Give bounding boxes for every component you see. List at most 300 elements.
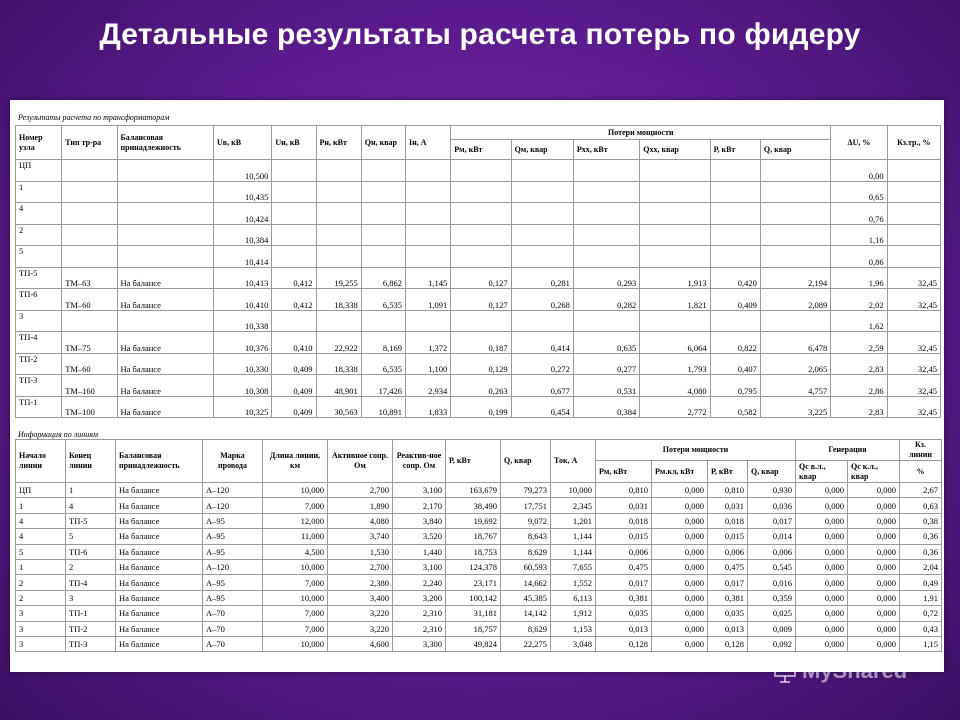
table-cell: 0,000 (796, 483, 848, 498)
table-cell: ТП-6 (16, 289, 62, 311)
table-cell: 10,435 (214, 181, 272, 203)
table-cell: 0,412 (272, 289, 316, 311)
presentation-board-icon (772, 659, 798, 685)
table-cell: 79,273 (501, 483, 551, 498)
header-line-pkl: Рм.кл, кВт (652, 461, 708, 483)
table-cell (573, 310, 639, 332)
table-cell: 38,490 (446, 498, 501, 513)
table-cell: 2,83 (831, 396, 887, 418)
table-cell: На балансе (116, 621, 203, 636)
table-cell: 0,015 (596, 529, 652, 544)
table-row (16, 353, 941, 375)
table-cell: 0,000 (848, 621, 900, 636)
header-delta-u: ΔU, % (831, 126, 887, 160)
table-cell: 0,018 (596, 513, 652, 528)
table-cell: 0,000 (652, 606, 708, 621)
table-cell: 2 (66, 559, 116, 574)
table-cell: 0,000 (848, 544, 900, 559)
table-cell: 0,199 (451, 396, 511, 418)
table-cell: 2 (16, 224, 62, 246)
table-cell: 0,635 (573, 332, 639, 354)
table-cell (406, 160, 451, 182)
table-cell: 22,922 (316, 332, 361, 354)
table-cell: 7,000 (263, 621, 328, 636)
table-cell: 1,144 (551, 544, 596, 559)
table-cell: 31,181 (446, 606, 501, 621)
table-cell (760, 203, 830, 225)
table-cell: А–95 (203, 544, 263, 559)
header-ub: Uв, кВ (214, 126, 272, 160)
table-cell: 0,531 (573, 375, 639, 397)
table-cell: 0,414 (511, 332, 573, 354)
header-line-pm: Рм, кВт (596, 461, 652, 483)
table-cell: 14,142 (501, 606, 551, 621)
table-cell (361, 246, 405, 268)
table-cell (710, 203, 760, 225)
table-cell: 3 (16, 310, 62, 332)
table-cell: 10,376 (214, 332, 272, 354)
header-line-q: Q, квар (501, 440, 551, 483)
table-cell (511, 203, 573, 225)
table-cell: ТП-2 (16, 353, 62, 375)
table-cell: А–95 (203, 529, 263, 544)
table-cell: 1,793 (640, 353, 710, 375)
table-cell: 3 (66, 590, 116, 605)
header-p: Р, кВт (710, 140, 760, 160)
table-cell (760, 160, 830, 182)
table-cell: 10,000 (263, 559, 328, 574)
table-cell: 1 (16, 498, 66, 513)
table-cell (451, 310, 511, 332)
table-cell: 6,113 (551, 590, 596, 605)
table-cell: 0,409 (272, 353, 316, 375)
table-row (16, 396, 941, 418)
table-cell: А–70 (203, 621, 263, 636)
table-cell (760, 310, 830, 332)
table-cell (640, 203, 710, 225)
table-cell: 0,277 (573, 353, 639, 375)
table-cell: ТП-5 (66, 513, 116, 528)
table-cell (451, 160, 511, 182)
table-cell: 2,310 (393, 606, 446, 621)
table-cell (406, 224, 451, 246)
table-cell: 3,740 (328, 529, 393, 544)
table-cell (710, 246, 760, 268)
table-cell: 0,014 (748, 529, 796, 544)
header-line-length: Длина линии, км (263, 440, 328, 483)
table-cell: 0,000 (652, 498, 708, 513)
table-cell: 0,000 (796, 590, 848, 605)
table-cell (117, 310, 214, 332)
table-cell: На балансе (117, 353, 214, 375)
table-cell: 0,63 (900, 498, 942, 513)
table-cell: 0,127 (451, 267, 511, 289)
table-cell: 1,372 (406, 332, 451, 354)
header-pm: Рм, кВт (451, 140, 511, 160)
table-cell: 0,000 (652, 559, 708, 574)
table-cell: 18,338 (316, 353, 361, 375)
table-cell: 32,45 (887, 375, 940, 397)
table-cell: 0,128 (596, 636, 652, 651)
table-cell (62, 246, 117, 268)
table-cell: На балансе (116, 606, 203, 621)
table-cell: 7,655 (551, 559, 596, 574)
table-cell: 0,000 (848, 606, 900, 621)
table-row (16, 544, 942, 559)
table-cell: На балансе (117, 289, 214, 311)
table-cell: 0,36 (900, 529, 942, 544)
table-cell: 3,100 (393, 559, 446, 574)
table-row (16, 289, 941, 311)
table-cell: 0,013 (708, 621, 748, 636)
table-cell: 18,757 (446, 621, 501, 636)
table-cell: 1 (16, 181, 62, 203)
table-cell (573, 160, 639, 182)
table-cell: 11,000 (263, 529, 328, 544)
header-balance: Балансовая принадлежность (117, 126, 214, 160)
table-cell: 4,757 (760, 375, 830, 397)
table-row (16, 246, 941, 268)
table-cell: 0,127 (451, 289, 511, 311)
table-cell: 0,000 (652, 636, 708, 651)
header-pn: Рн, кВт (316, 126, 361, 160)
table-row (16, 636, 942, 651)
table-cell: На балансе (117, 267, 214, 289)
table-cell: 0,187 (451, 332, 511, 354)
table-cell: 32,45 (887, 267, 940, 289)
table-cell: 0,035 (708, 606, 748, 621)
table-cell: На балансе (116, 544, 203, 559)
header-pxx: Рхх, кВт (573, 140, 639, 160)
table-cell: ТП-5 (16, 267, 62, 289)
table-cell: 7,000 (263, 575, 328, 590)
table-cell: 18,767 (446, 529, 501, 544)
table-cell: 0,000 (652, 483, 708, 498)
table-cell: 1,144 (551, 529, 596, 544)
table-cell: 0,272 (511, 353, 573, 375)
table-cell: 100,142 (446, 590, 501, 605)
line-info-table (15, 439, 942, 652)
table-cell: 0,409 (272, 396, 316, 418)
table-cell: ТП-3 (66, 636, 116, 651)
table-cell: 0,930 (748, 483, 796, 498)
table-cell: 10,424 (214, 203, 272, 225)
table-cell: 0,409 (272, 375, 316, 397)
table-cell: 5 (16, 544, 66, 559)
table-cell: ТП-4 (66, 575, 116, 590)
table-cell (316, 160, 361, 182)
table-cell: 3 (16, 621, 66, 636)
table-row (16, 498, 942, 513)
table-cell: А–70 (203, 606, 263, 621)
transformer-results-caption: Результаты расчета по трансформаторам (18, 113, 170, 122)
table-cell (272, 160, 316, 182)
table-cell: 0,000 (652, 513, 708, 528)
table-cell: 1,201 (551, 513, 596, 528)
table-cell: 0,268 (511, 289, 573, 311)
table-cell: 0,420 (710, 267, 760, 289)
table-cell: 0,677 (511, 375, 573, 397)
table-cell: На балансе (116, 498, 203, 513)
header-active-resistance: Активное сопр. Ом (328, 440, 393, 483)
table-cell: 0,810 (708, 483, 748, 498)
transformer-results-body (16, 160, 941, 418)
table-cell (361, 203, 405, 225)
table-cell (361, 160, 405, 182)
header-reactive-resistance: Реактив-ное сопр. Ом (393, 440, 446, 483)
header-q: Q, квар (760, 140, 830, 160)
table-cell: На балансе (116, 590, 203, 605)
table-cell: 1,440 (393, 544, 446, 559)
header-generation: Генерация (796, 440, 900, 461)
table-row (16, 513, 942, 528)
table-cell: ТП-3 (16, 375, 62, 397)
table-cell: 9,072 (501, 513, 551, 528)
table-row (16, 575, 942, 590)
table-cell: ТП-1 (16, 396, 62, 418)
table-cell: 10,413 (214, 267, 272, 289)
table-cell: 3,840 (393, 513, 446, 528)
table-cell: 8,629 (501, 544, 551, 559)
table-cell: ТМ–160 (62, 375, 117, 397)
table-cell (406, 246, 451, 268)
table-cell: 1 (66, 483, 116, 498)
table-cell: 0,410 (272, 332, 316, 354)
table-cell: На балансе (117, 332, 214, 354)
table-cell: 0,000 (848, 513, 900, 528)
table-row (16, 332, 941, 354)
table-cell: 1,145 (406, 267, 451, 289)
table-cell: ТМ–75 (62, 332, 117, 354)
table-cell: 7,000 (263, 606, 328, 621)
table-cell (316, 246, 361, 268)
table-cell: 0,282 (573, 289, 639, 311)
header-qxx: Qхх, квар (640, 140, 710, 160)
table-cell: 0,475 (708, 559, 748, 574)
table-row (16, 310, 941, 332)
table-cell: 10,338 (214, 310, 272, 332)
header-node: Номер узла (16, 126, 62, 160)
table-cell: 48,901 (316, 375, 361, 397)
table-cell: 4 (66, 498, 116, 513)
table-cell: 2,86 (831, 375, 887, 397)
table-cell (887, 203, 940, 225)
table-cell (640, 181, 710, 203)
table-cell: 2,380 (328, 575, 393, 590)
table-cell (887, 181, 940, 203)
table-cell: 0,36 (900, 544, 942, 559)
table-cell: 0,000 (652, 621, 708, 636)
table-row (16, 621, 942, 636)
table-cell: 2,772 (640, 396, 710, 418)
table-cell: 0,036 (748, 498, 796, 513)
header-un: Uн, кВ (272, 126, 316, 160)
table-cell: 0,016 (748, 575, 796, 590)
table-cell: На балансе (117, 396, 214, 418)
table-cell (710, 310, 760, 332)
table-cell: 1 (16, 559, 66, 574)
header-line-p: Р, кВт (446, 440, 501, 483)
table-cell: 0,000 (652, 529, 708, 544)
table-cell: 60,593 (501, 559, 551, 574)
watermark-text: MyShared (802, 658, 908, 683)
table-cell: 8,629 (501, 621, 551, 636)
table-cell: 19,692 (446, 513, 501, 528)
table-cell: ТМ–100 (62, 396, 117, 418)
table-cell: 2,83 (831, 353, 887, 375)
table-cell: 1,16 (831, 224, 887, 246)
table-cell: 0,006 (708, 544, 748, 559)
table-cell: 1,15 (900, 636, 942, 651)
table-cell: На балансе (116, 483, 203, 498)
table-row (16, 529, 942, 544)
line-info-body (16, 483, 942, 652)
table-cell: 0,810 (596, 483, 652, 498)
table-row (16, 375, 941, 397)
table-cell: 10,308 (214, 375, 272, 397)
table-cell: 49,824 (446, 636, 501, 651)
table-cell: 18,338 (316, 289, 361, 311)
watermark (772, 658, 952, 698)
table-cell: 0,018 (708, 513, 748, 528)
table-cell: 5 (16, 246, 62, 268)
table-cell: 6,064 (640, 332, 710, 354)
table-cell: 22,275 (501, 636, 551, 651)
table-cell: 0,545 (748, 559, 796, 574)
table-cell: 0,72 (900, 606, 942, 621)
table-cell (406, 203, 451, 225)
table-cell: 0,381 (708, 590, 748, 605)
table-cell: ТП-1 (66, 606, 116, 621)
table-cell: На балансе (116, 513, 203, 528)
table-cell: 0,017 (708, 575, 748, 590)
table-cell: 2,240 (393, 575, 446, 590)
table-cell: На балансе (116, 636, 203, 651)
slide-title: Детальные результаты расчета потерь по фидеру (99, 18, 861, 51)
table-cell: 12,000 (263, 513, 328, 528)
header-kz: Кз.тр., % (887, 126, 940, 160)
table-cell: 0,582 (710, 396, 760, 418)
table-cell (316, 310, 361, 332)
table-cell: 0,49 (900, 575, 942, 590)
table-cell: 163,679 (446, 483, 501, 498)
table-cell (511, 310, 573, 332)
table-cell: 2,59 (831, 332, 887, 354)
table-cell: 3,400 (328, 590, 393, 605)
table-cell: 0,000 (848, 590, 900, 605)
table-cell: 0,000 (652, 590, 708, 605)
table-cell (573, 181, 639, 203)
table-cell: 0,000 (796, 559, 848, 574)
header-line-ql: Q, квар (748, 461, 796, 483)
header-in: Iн, А (406, 126, 451, 160)
table-cell: 0,000 (796, 513, 848, 528)
table-cell: 4,600 (328, 636, 393, 651)
table-cell: 0,000 (848, 498, 900, 513)
table-row (16, 181, 941, 203)
table-row (16, 267, 941, 289)
header-power-losses: Потери мощности (451, 126, 831, 140)
table-cell: 0,359 (748, 590, 796, 605)
table-cell: 0,015 (708, 529, 748, 544)
table-cell: 0,013 (596, 621, 652, 636)
table-cell: 0,000 (848, 483, 900, 498)
results-sheet (10, 100, 944, 672)
header-kz-unit: % (900, 461, 942, 483)
table-cell: 4 (16, 203, 62, 225)
table-cell (710, 160, 760, 182)
table-cell: 10,330 (214, 353, 272, 375)
table-cell: ЦП (16, 160, 62, 182)
table-cell: 0,031 (596, 498, 652, 513)
table-cell (573, 224, 639, 246)
table-row (16, 559, 942, 574)
table-cell (573, 246, 639, 268)
table-cell (62, 224, 117, 246)
table-cell: 0,86 (831, 246, 887, 268)
table-cell: 30,563 (316, 396, 361, 418)
table-row (16, 160, 941, 182)
table-cell: 0,412 (272, 267, 316, 289)
table-cell: 0,263 (451, 375, 511, 397)
table-cell (887, 246, 940, 268)
header-line-kz: Кз. линии (900, 440, 942, 461)
table-cell: 6,535 (361, 289, 405, 311)
table-cell: На балансе (117, 375, 214, 397)
table-cell: 0,017 (748, 513, 796, 528)
table-cell: 1,890 (328, 498, 393, 513)
table-cell (451, 246, 511, 268)
table-cell: 3,220 (328, 621, 393, 636)
table-cell: 0,000 (796, 575, 848, 590)
table-cell: 6,535 (361, 353, 405, 375)
table-cell: 0,76 (831, 203, 887, 225)
table-cell: ТП-4 (16, 332, 62, 354)
table-cell: 0,000 (796, 636, 848, 651)
header-line-end: Конец линии (66, 440, 116, 483)
table-cell: На балансе (116, 529, 203, 544)
table-cell: 45,385 (501, 590, 551, 605)
table-cell (272, 246, 316, 268)
table-cell: 1,91 (900, 590, 942, 605)
table-cell (62, 310, 117, 332)
header-qc-cable: Qс к.л., квар (848, 461, 900, 483)
table-cell (117, 224, 214, 246)
table-cell: 0,43 (900, 621, 942, 636)
table-cell: 0,475 (596, 559, 652, 574)
table-cell (640, 224, 710, 246)
table-cell (511, 181, 573, 203)
table-cell: 0,025 (748, 606, 796, 621)
table-cell: 4,080 (640, 375, 710, 397)
table-cell: ТМ–63 (62, 267, 117, 289)
header-qm: Qм, квар (511, 140, 573, 160)
table-cell (760, 181, 830, 203)
table-cell: 1,821 (640, 289, 710, 311)
table-cell: 7,000 (263, 498, 328, 513)
table-cell: 4,080 (328, 513, 393, 528)
table-cell: А–95 (203, 590, 263, 605)
table-cell: 19,255 (316, 267, 361, 289)
header-line-losses: Потери мощности (596, 440, 796, 461)
table-cell (451, 181, 511, 203)
table-cell: 0,38 (900, 513, 942, 528)
table-cell (316, 181, 361, 203)
table-cell: 2,04 (900, 559, 942, 574)
table-cell: 0,031 (708, 498, 748, 513)
table-cell (62, 181, 117, 203)
table-cell: А–95 (203, 575, 263, 590)
